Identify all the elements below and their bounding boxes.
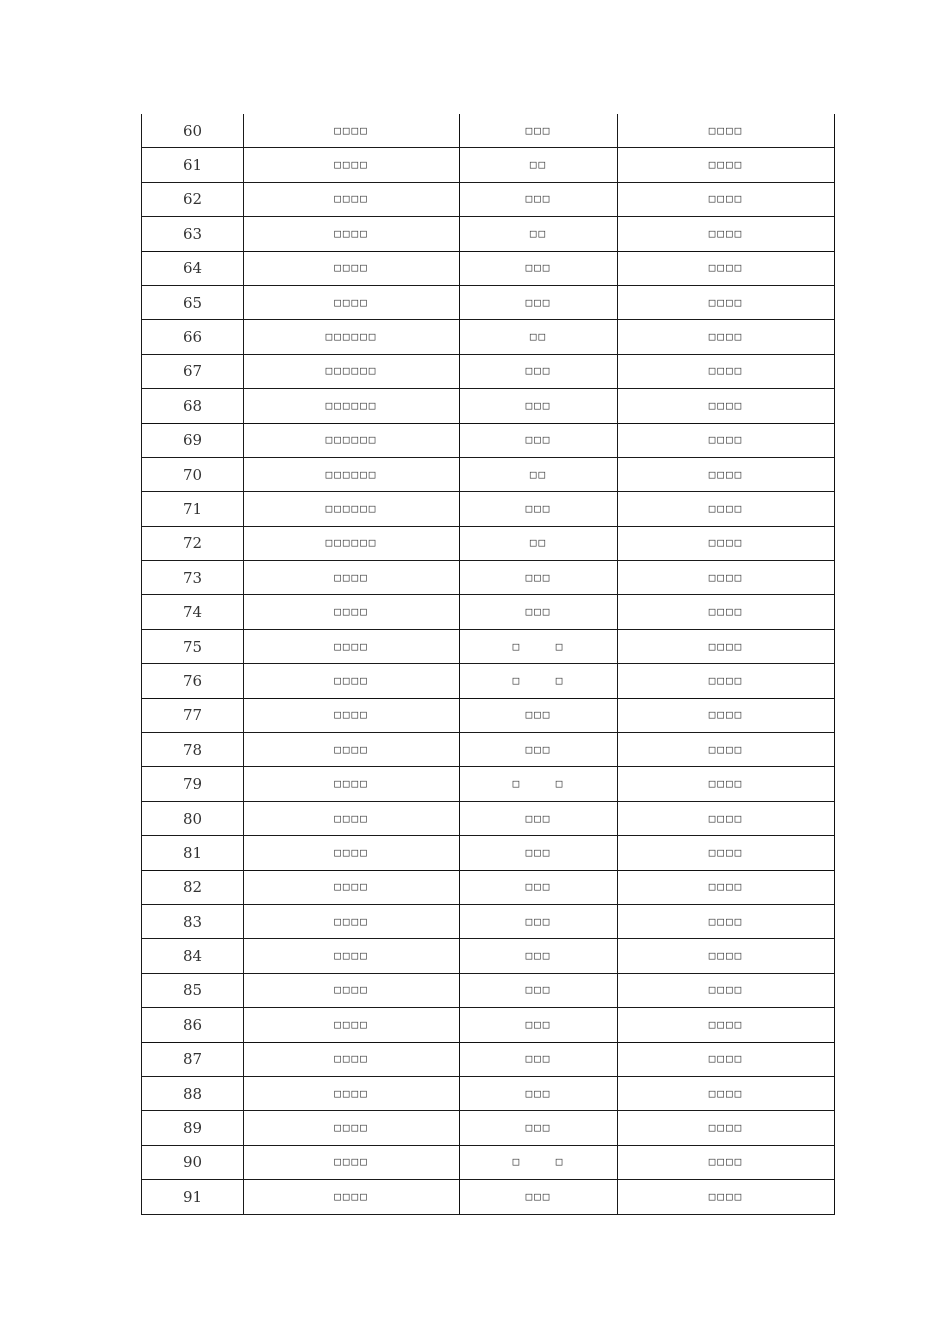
- row-number-cell: 60: [142, 114, 244, 148]
- name-cell: □□□□: [244, 561, 460, 595]
- gender-cell: □□□: [460, 285, 618, 319]
- table-row: [142, 629, 835, 663]
- row-number-cell: 66: [142, 320, 244, 354]
- gender-cell: □□: [460, 217, 618, 251]
- name-cell: □□□□□□: [244, 423, 460, 457]
- name-cell: □□□□: [244, 182, 460, 216]
- status-cell: □□□□: [618, 698, 835, 732]
- table-row: [142, 904, 835, 938]
- status-cell: □□□□: [618, 389, 835, 423]
- table-row: [142, 870, 835, 904]
- name-cell: □□□□: [244, 629, 460, 663]
- name-cell: □□□□: [244, 870, 460, 904]
- name-cell: □□□□: [244, 1042, 460, 1076]
- name-cell: □□□□□□: [244, 526, 460, 560]
- row-number-cell: 71: [142, 492, 244, 526]
- gender-cell: □□□: [460, 251, 618, 285]
- table-row: [142, 1180, 835, 1214]
- name-cell: □□□□: [244, 251, 460, 285]
- status-cell: □□□□: [618, 251, 835, 285]
- status-cell: □□□□: [618, 492, 835, 526]
- name-cell: □□□□□□: [244, 354, 460, 388]
- row-number-cell: 86: [142, 1008, 244, 1042]
- name-cell: □□□□: [244, 1008, 460, 1042]
- name-cell: □□□□: [244, 1111, 460, 1145]
- name-cell: □□□□: [244, 939, 460, 973]
- name-cell: □□□□: [244, 1180, 460, 1214]
- row-number-cell: 81: [142, 836, 244, 870]
- gender-cell: □□□: [460, 114, 618, 148]
- roster-table: [141, 114, 835, 1215]
- status-cell: □□□□: [618, 526, 835, 560]
- row-number-cell: 76: [142, 664, 244, 698]
- name-cell: □□□□□□: [244, 457, 460, 491]
- name-cell: □□□□: [244, 217, 460, 251]
- table-row: [142, 526, 835, 560]
- name-cell: □□□□: [244, 801, 460, 835]
- table-row: [142, 423, 835, 457]
- row-number-cell: 70: [142, 457, 244, 491]
- status-cell: □□□□: [618, 457, 835, 491]
- table-row: [142, 354, 835, 388]
- status-cell: □□□□: [618, 939, 835, 973]
- row-number-cell: 83: [142, 904, 244, 938]
- table-row: [142, 457, 835, 491]
- row-number-cell: 82: [142, 870, 244, 904]
- row-number-cell: 78: [142, 733, 244, 767]
- name-cell: □□□□□□: [244, 320, 460, 354]
- name-cell: □□□□: [244, 664, 460, 698]
- gender-cell: □□□: [460, 354, 618, 388]
- table-row: [142, 285, 835, 319]
- status-cell: □□□□: [618, 1042, 835, 1076]
- name-cell: □□□□: [244, 767, 460, 801]
- row-number-cell: 84: [142, 939, 244, 973]
- table-row: [142, 251, 835, 285]
- table-row: [142, 1008, 835, 1042]
- table-row: [142, 182, 835, 216]
- table-row: [142, 698, 835, 732]
- gender-cell: □□□: [460, 561, 618, 595]
- table-row: [142, 1145, 835, 1179]
- status-cell: □□□□: [618, 182, 835, 216]
- status-cell: □□□□: [618, 595, 835, 629]
- status-cell: □□□□: [618, 870, 835, 904]
- row-number-cell: 79: [142, 767, 244, 801]
- gender-cell: □□: [460, 526, 618, 560]
- table-row: [142, 148, 835, 182]
- table-row: [142, 114, 835, 148]
- table-row: [142, 664, 835, 698]
- row-number-cell: 74: [142, 595, 244, 629]
- gender-cell: □□□: [460, 182, 618, 216]
- gender-cell: □□: [460, 320, 618, 354]
- gender-cell: □ □: [460, 1145, 618, 1179]
- name-cell: □□□□: [244, 1076, 460, 1110]
- gender-cell: □□□: [460, 1008, 618, 1042]
- table-row: [142, 939, 835, 973]
- table-row: [142, 320, 835, 354]
- gender-cell: □□□: [460, 904, 618, 938]
- name-cell: □□□□: [244, 733, 460, 767]
- table-row: [142, 1042, 835, 1076]
- table-row: [142, 595, 835, 629]
- gender-cell: □□: [460, 148, 618, 182]
- status-cell: □□□□: [618, 148, 835, 182]
- row-number-cell: 77: [142, 698, 244, 732]
- status-cell: □□□□: [618, 561, 835, 595]
- gender-cell: □□□: [460, 492, 618, 526]
- name-cell: □□□□□□: [244, 389, 460, 423]
- table-row: [142, 561, 835, 595]
- table-row: [142, 973, 835, 1007]
- name-cell: □□□□: [244, 148, 460, 182]
- status-cell: □□□□: [618, 973, 835, 1007]
- table-row: [142, 389, 835, 423]
- row-number-cell: 69: [142, 423, 244, 457]
- table-row: [142, 1076, 835, 1110]
- table-row: [142, 217, 835, 251]
- row-number-cell: 68: [142, 389, 244, 423]
- status-cell: □□□□: [618, 629, 835, 663]
- name-cell: □□□□: [244, 285, 460, 319]
- gender-cell: □□□: [460, 1076, 618, 1110]
- gender-cell: □□□: [460, 423, 618, 457]
- status-cell: □□□□: [618, 1008, 835, 1042]
- gender-cell: □□□: [460, 389, 618, 423]
- row-number-cell: 89: [142, 1111, 244, 1145]
- gender-cell: □□□: [460, 836, 618, 870]
- status-cell: □□□□: [618, 1111, 835, 1145]
- gender-cell: □ □: [460, 664, 618, 698]
- gender-cell: □□□: [460, 1180, 618, 1214]
- gender-cell: □□□: [460, 801, 618, 835]
- status-cell: □□□□: [618, 285, 835, 319]
- row-number-cell: 63: [142, 217, 244, 251]
- name-cell: □□□□: [244, 836, 460, 870]
- status-cell: □□□□: [618, 320, 835, 354]
- row-number-cell: 87: [142, 1042, 244, 1076]
- row-number-cell: 73: [142, 561, 244, 595]
- gender-cell: □□□: [460, 1042, 618, 1076]
- status-cell: □□□□: [618, 767, 835, 801]
- row-number-cell: 85: [142, 973, 244, 1007]
- name-cell: □□□□: [244, 1145, 460, 1179]
- table-row: [142, 836, 835, 870]
- table-row: [142, 492, 835, 526]
- row-number-cell: 75: [142, 629, 244, 663]
- table-row: [142, 767, 835, 801]
- name-cell: □□□□: [244, 114, 460, 148]
- name-cell: □□□□□□: [244, 492, 460, 526]
- gender-cell: □□□: [460, 939, 618, 973]
- table-row: [142, 733, 835, 767]
- name-cell: □□□□: [244, 595, 460, 629]
- status-cell: □□□□: [618, 904, 835, 938]
- name-cell: □□□□: [244, 904, 460, 938]
- gender-cell: □□□: [460, 698, 618, 732]
- gender-cell: □□□: [460, 733, 618, 767]
- status-cell: □□□□: [618, 1180, 835, 1214]
- table-row: [142, 1111, 835, 1145]
- gender-cell: □ □: [460, 767, 618, 801]
- gender-cell: □□□: [460, 973, 618, 1007]
- status-cell: □□□□: [618, 1145, 835, 1179]
- status-cell: □□□□: [618, 664, 835, 698]
- row-number-cell: 72: [142, 526, 244, 560]
- name-cell: □□□□: [244, 973, 460, 1007]
- name-cell: □□□□: [244, 698, 460, 732]
- table-row: [142, 801, 835, 835]
- row-number-cell: 65: [142, 285, 244, 319]
- gender-cell: □□: [460, 457, 618, 491]
- row-number-cell: 90: [142, 1145, 244, 1179]
- gender-cell: □□□: [460, 1111, 618, 1145]
- row-number-cell: 67: [142, 354, 244, 388]
- gender-cell: □□□: [460, 870, 618, 904]
- status-cell: □□□□: [618, 1076, 835, 1110]
- row-number-cell: 61: [142, 148, 244, 182]
- row-number-cell: 80: [142, 801, 244, 835]
- roster-table-body: [142, 114, 835, 1214]
- status-cell: □□□□: [618, 423, 835, 457]
- gender-cell: □ □: [460, 629, 618, 663]
- gender-cell: □□□: [460, 595, 618, 629]
- status-cell: □□□□: [618, 217, 835, 251]
- status-cell: □□□□: [618, 354, 835, 388]
- row-number-cell: 62: [142, 182, 244, 216]
- status-cell: □□□□: [618, 836, 835, 870]
- row-number-cell: 91: [142, 1180, 244, 1214]
- status-cell: □□□□: [618, 801, 835, 835]
- status-cell: □□□□: [618, 733, 835, 767]
- status-cell: □□□□: [618, 114, 835, 148]
- row-number-cell: 88: [142, 1076, 244, 1110]
- row-number-cell: 64: [142, 251, 244, 285]
